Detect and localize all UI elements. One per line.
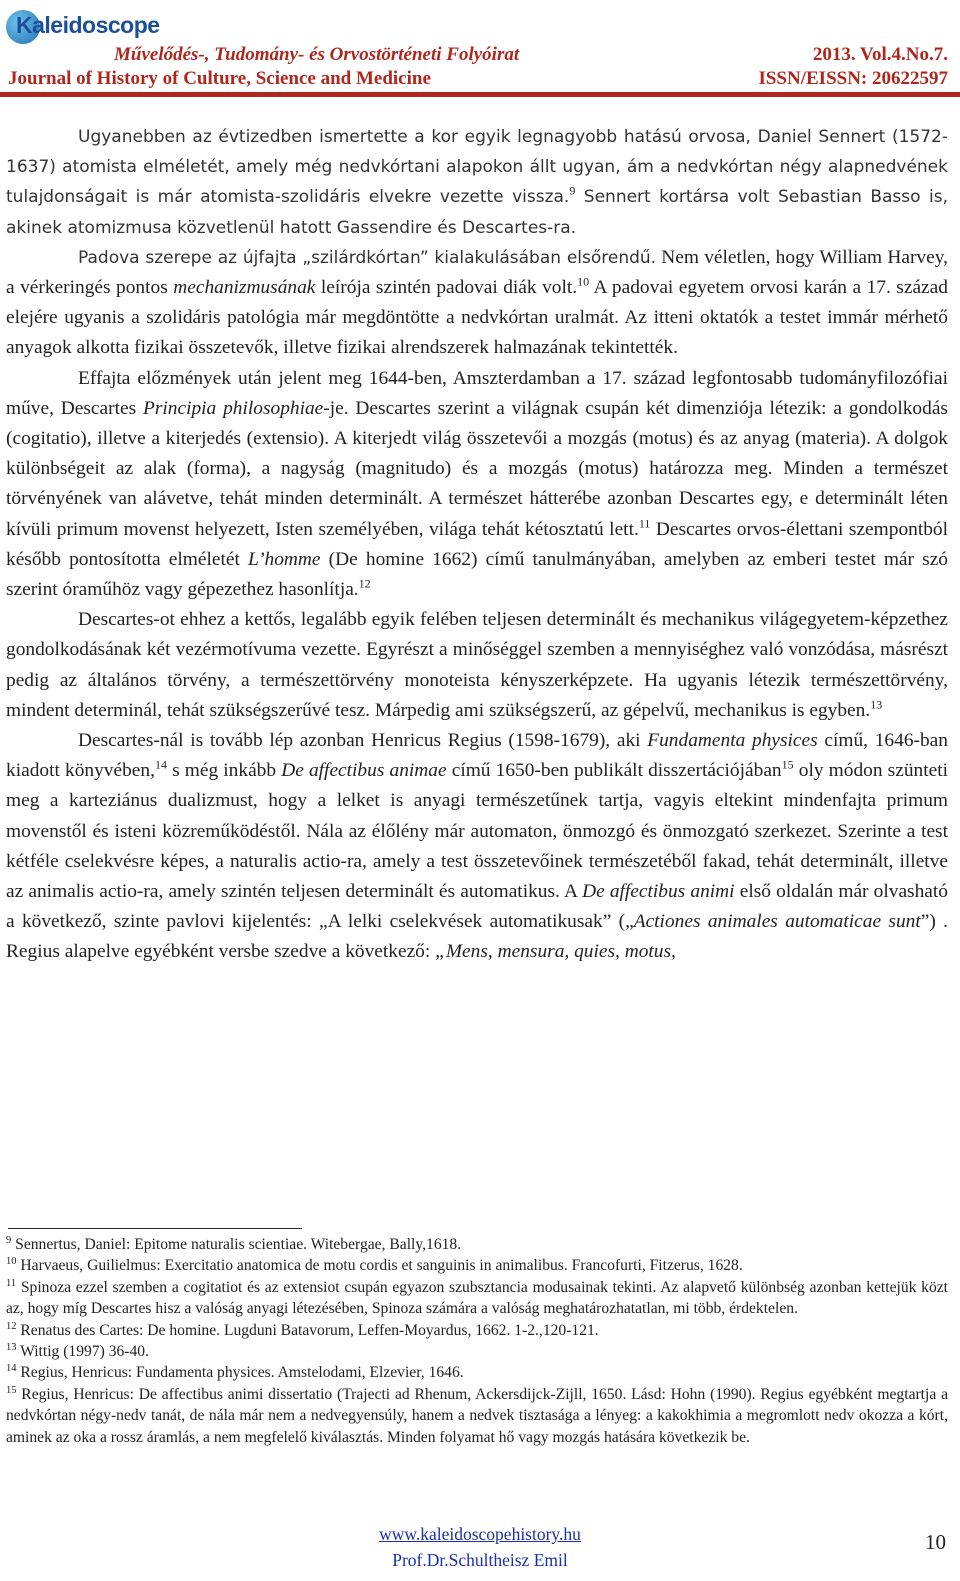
- p2-text-d: A padovai egyetem orvosi karán a 17.: [589, 277, 891, 299]
- p2-text-f: Az itteni oktatók a testet immár mérhető anyagok alkotta fizikai összetevők, illetve fizikai alrendszerek halmazának tekintették.: [6, 307, 948, 359]
- footnote-12: [6, 1320, 948, 1341]
- author-name: Prof.Dr.Schultheisz Emil: [392, 1550, 568, 1570]
- paragraph-1: [6, 122, 948, 243]
- footnote-9: [6, 1234, 948, 1255]
- issn-info: ISSN/EISSN: 20622597: [758, 68, 948, 89]
- p5-text-g: ”) . Regius alapelve egyébként versbe szedve a következő:: [6, 911, 948, 963]
- p3-text-c: Descartes orvos-élettani szempontból később pontosította elméletét: [6, 518, 948, 570]
- footnote-number: 10: [6, 1256, 17, 1268]
- paragraph-3: [6, 364, 948, 606]
- footnote-11: [6, 1277, 948, 1320]
- footnote-number: 11: [6, 1277, 17, 1289]
- footnote-10: [6, 1255, 948, 1276]
- paragraph-4: [6, 605, 948, 726]
- footnote-15: [6, 1384, 948, 1448]
- paragraph-2: [6, 243, 948, 364]
- p2-text-e: század elejére ugyanis a szolidáris patológia már megdöntötte a nedvkórtan uralmát.: [6, 277, 948, 329]
- p2-text-a: Padova szerepe az újfajta „szilárdkórtan” kialakulásában elsőrendű.: [78, 247, 657, 268]
- footnote-text: Sennertus, Daniel: Epitome naturalis scientiae. Witebergae, Bally,1618.: [11, 1236, 462, 1253]
- p5-text-d: című 1650-ben publikált disszertációjában: [446, 760, 782, 782]
- footnote-text: Regius, Henricus: De affectibus animi dissertatio (Trajecti ad Rhenum, Ackersdijck-Zijll, 1650. Lásd: Hohn (1990). Regius egyébként megtartja a nedvkórtan négy-nedv tanát, de nála már nem a nedvegyensúly, hanem a nedvek tisztasága a lényeg: a kakokhimia a megromlott nedv okozza a kórt, aminek az oka a rossz áramlás, a nem megfelelő kiválasztás. Minden folyamat hő vagy mozgás hatására következik be.: [6, 1385, 948, 1446]
- p5-text-b: című, 1646-ban kiadott könyvében,: [6, 730, 948, 782]
- kaleidoscope-logo[interactable]: [6, 6, 160, 46]
- p5-text-f: első oldalán már olvasható a következő, szinte pavlovi kijelentés: „A lelki cselekvések automatikusak” („: [6, 881, 948, 933]
- footnote-ref-11[interactable]: 11: [638, 516, 651, 531]
- p5-italic-f: Actiones animales automaticae sunt: [633, 911, 921, 933]
- page-number: 10: [925, 1530, 946, 1554]
- journal-title-hu: Művelődés-, Tudomány- és Orvostörténeti Folyóirat: [114, 44, 520, 65]
- article-body: [6, 122, 948, 968]
- footnote-number: 14: [6, 1363, 17, 1375]
- website-link[interactable]: www.kaleidoscopehistory.hu: [379, 1524, 581, 1544]
- p5-italic-c: De affectibus animae: [281, 760, 447, 782]
- footnote-ref-10[interactable]: 10: [577, 274, 590, 289]
- footnote-number: 12: [6, 1320, 17, 1332]
- footnotes: [6, 1234, 948, 1448]
- p4-text-a: Descartes-ot ehhez a kettős, legalább egyik felében teljesen determinált és mechanikus világegyetem-képzethez gondolkodásának két vezérmotívuma vezette. Egyrészt a minőséggel szemben a mennyiséghez való vonzódása, másrészt pedig az általános törvény, a természettörvény monoteista kényszerképzete. Ha ugyanis létezik természettörvény, mindent determinál, tehát szükségszerűvé tesz. Márpedig ami szükségszerű, az gépelvű, mechanikus is egyben.: [6, 609, 948, 721]
- footnote-ref-14[interactable]: 14: [154, 757, 167, 772]
- footnote-ref-15[interactable]: 15: [781, 757, 794, 772]
- p3-italic-c: L’homme: [248, 548, 321, 570]
- page-header: [0, 0, 960, 108]
- p5-text-a: Descartes-nál is tovább lép azonban Henricus Regius (1598-1679), aki: [78, 730, 648, 752]
- paragraph-5: [6, 726, 948, 968]
- p5-italic-e: De affectibus animi: [582, 881, 735, 903]
- journal-title-en: Journal of History of Culture, Science and Medicine: [8, 68, 431, 89]
- p1-text-b: Sennert kortársa volt Sebastian Basso is, akinek atomizmusa közvetlenül hatott Gassendire és Descartes-ra.: [6, 187, 948, 238]
- footnote-text: Regius, Henricus: Fundamenta physices. Amstelodami, Elzevier, 1646.: [16, 1364, 464, 1382]
- p1-text-a: Ugyanebben az évtizedben ismertette a kor egyik legnagyobb hatású orvosa, Daniel Sennert (1572-1637) atomista elméletét, amely még nedvkórtani alapokon állt ugyan, ám a nedvkórtan négy alapnedvének tulajdonságait is már atomista-szolidáris elvekre vezette vissza.: [6, 127, 948, 208]
- p5-text-c: s még inkább: [166, 760, 282, 782]
- p3-italic-a: Principia philosophiae: [143, 397, 324, 419]
- p2-text-b: Nem véletlen, hogy William Harvey, a vérkeringés pontos: [6, 246, 948, 299]
- p5-italic-g: „Mens, mensura, quies, motus,: [435, 941, 676, 963]
- footnote-number: 13: [6, 1341, 17, 1353]
- p3-text-d: (De homine 1662) című tanulmányában, amelyben az emberi testet már szó szerint óraműhöz vagy gépezethez hasonlítja.: [6, 548, 948, 601]
- footnote-text: Wittig (1997) 36-40.: [16, 1343, 149, 1361]
- footnote-13: [6, 1341, 948, 1362]
- p5-italic-a: Fundamenta physices: [647, 730, 818, 752]
- footnote-text: Spinoza ezzel szemben a cogitatiot és az extensiot csupán egyazon szubsztancia modusainak tekinti. Az alapvető különbség azonban kettejük közt az, hogy míg Descartes hisz a valóság anyagi létezésében, Spinoza számára a valóság meghatározhatatlan, mi több, érdektelen.: [6, 1278, 948, 1318]
- footnote-separator: [8, 1228, 302, 1229]
- p2-italic: mechanizmusának: [173, 277, 316, 299]
- footnote-text: Harvaeus, Guilielmus: Exercitatio anatomica de motu cordis et sanguinis in animalibus. Francofurti, Fitzerus, 1628.: [16, 1257, 743, 1275]
- footnote-ref-12[interactable]: 12: [358, 576, 371, 591]
- header-divider: [0, 92, 960, 97]
- footnote-number: 9: [6, 1234, 12, 1246]
- footnote-ref-13[interactable]: 13: [870, 697, 883, 712]
- footnote-ref-9[interactable]: 9: [569, 183, 576, 198]
- p2-text-c: leírója szintén padovai diák volt.: [315, 277, 578, 299]
- footnote-text: Renatus des Cartes: De homine. Lugduni Batavorum, Leffen-Moyardus, 1662. 1-2.,120-121.: [16, 1321, 599, 1339]
- logo-text: Kaleidoscope: [16, 12, 160, 38]
- p3-text-b: -je. Descartes szerint a világnak csupán két dimenziója létezik: a gondolkodás (cogitatio), illetve a kiterjedés (extensio). A kiterjedt világ összetevői a mozgás (motus) és az anyag (materia). A dolgok különbségeit az alak (forma), a nagyság (magnitudo) és a mozgás (motus) határozza meg. Minden a természet törvényének van alávetve, tehát minden determinált. A természet hátterébe azonban Descartes egy, e determinált léten kívüli primum movenst helyezett, Isten személyében, világa tehát kétosztatú lett.: [6, 397, 948, 540]
- footnote-number: 15: [6, 1384, 17, 1396]
- issue-info: 2013. Vol.4.No.7.: [812, 44, 948, 65]
- p3-text-a: Effajta előzmények után jelent meg 1644-ben, Amszterdamban a 17. század legfontosabb tudományfilozófiai műve, Descartes: [6, 367, 948, 419]
- footnote-14: [6, 1362, 948, 1383]
- p5-text-e: oly módon szünteti meg a karteziánus dualizmust, hogy a lelket is anyagi természetűnek tartja, vagyis eltekint mindenfajta primum movenstől és isteni közreműködéstől. Nála az élőlény már automaton, önmozgó és önmozgató szerkezet. Szerinte a test kétféle cselekvésre képes, a naturalis actio-ra, amely a test összetevőinek természetéből fakad, tehát determinált, illetve az animalis actio-ra, amely szintén teljesen determinált és automatikus. A: [6, 760, 948, 903]
